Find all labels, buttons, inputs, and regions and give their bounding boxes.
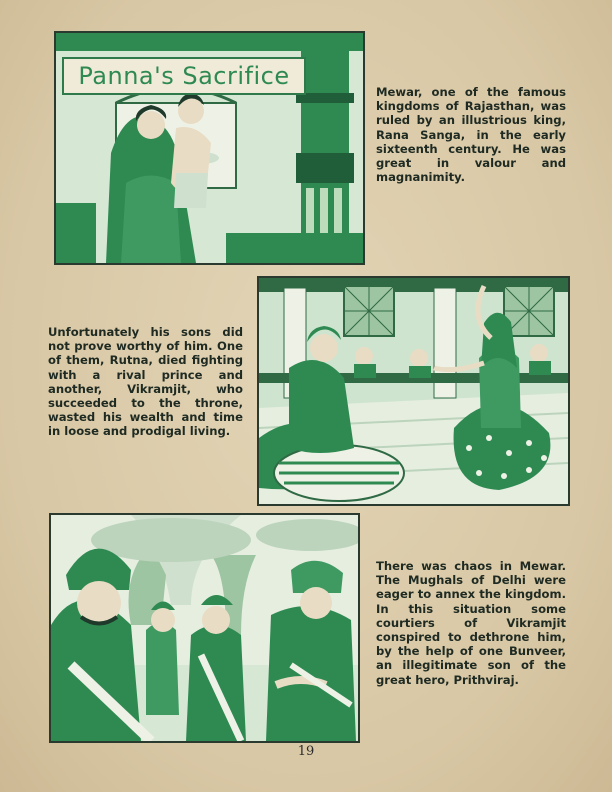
caption-panel-2: Unfortunately his sons did not prove worthy of him. One of them, Rutna, died fighting with a rival prince and another, Vikramjit, who succeeded to the throne, wasted his wealth and time in loose and prodigal living. — [48, 325, 243, 439]
panel-mother-and-child — [54, 31, 365, 265]
illustration-courtiers — [51, 515, 358, 741]
illustration-court-dance — [259, 278, 568, 504]
panel-courtiers-conspire — [49, 513, 360, 743]
caption-panel-1: Mewar, one of the famous kingdoms of Rajasthan, was ruled by an illustrious king, Rana Sanga, in the early sixteenth century. He was great in valour and magnanimity. — [376, 85, 566, 185]
caption-panel-3: There was chaos in Mewar. The Mughals of Delhi were eager to annex the kingdom. In this situation some courtiers of Vikramjit conspired to dethrone him, by the help of one Bunveer, an illegitimate son of the great hero, Prithviraj. — [376, 559, 566, 687]
story-title: Panna's Sacrifice — [78, 62, 290, 90]
panel-court-dancer — [257, 276, 570, 506]
story-title-box — [62, 57, 306, 95]
page-number: 19 — [297, 744, 315, 759]
